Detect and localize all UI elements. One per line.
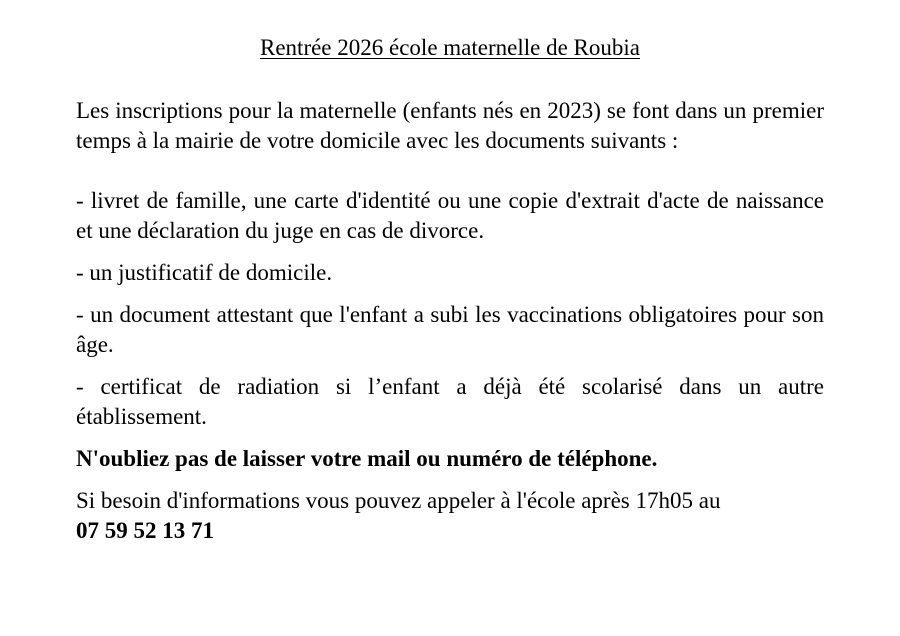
contact-phone: 07 59 52 13 71 — [76, 518, 214, 543]
document-body — [76, 96, 824, 546]
document-item-family-record: - livret de famille, une carte d'identité ou une copie d'extrait d'acte de naissance et une déclaration du juge en cas de divorce. — [76, 188, 824, 243]
document-item-proof-of-address: - un justificatif de domicile. — [76, 260, 333, 285]
document-title — [0, 34, 900, 62]
reminder-paragraph: N'oubliez pas de laisser votre mail ou numéro de téléphone. — [76, 446, 658, 471]
document-item-vaccination: - un document attestant que l'enfant a subi les vaccinations obligatoires pour son âge. — [76, 302, 824, 357]
contact-text: Si besoin d'informations vous pouvez appeler à l'école après 17h05 au — [76, 488, 721, 513]
document-item-radiation-certificate: - certificat de radiation si l’enfant a déjà été scolarisé dans un autre établissement. — [76, 374, 824, 429]
contact-paragraph — [76, 486, 824, 546]
intro-paragraph: Les inscriptions pour la maternelle (enfants nés en 2023) se font dans un premier temps à la mairie de votre domicile avec les documents suivants : — [76, 98, 824, 153]
title-text: Rentrée 2026 école maternelle de Roubia — [260, 35, 640, 60]
